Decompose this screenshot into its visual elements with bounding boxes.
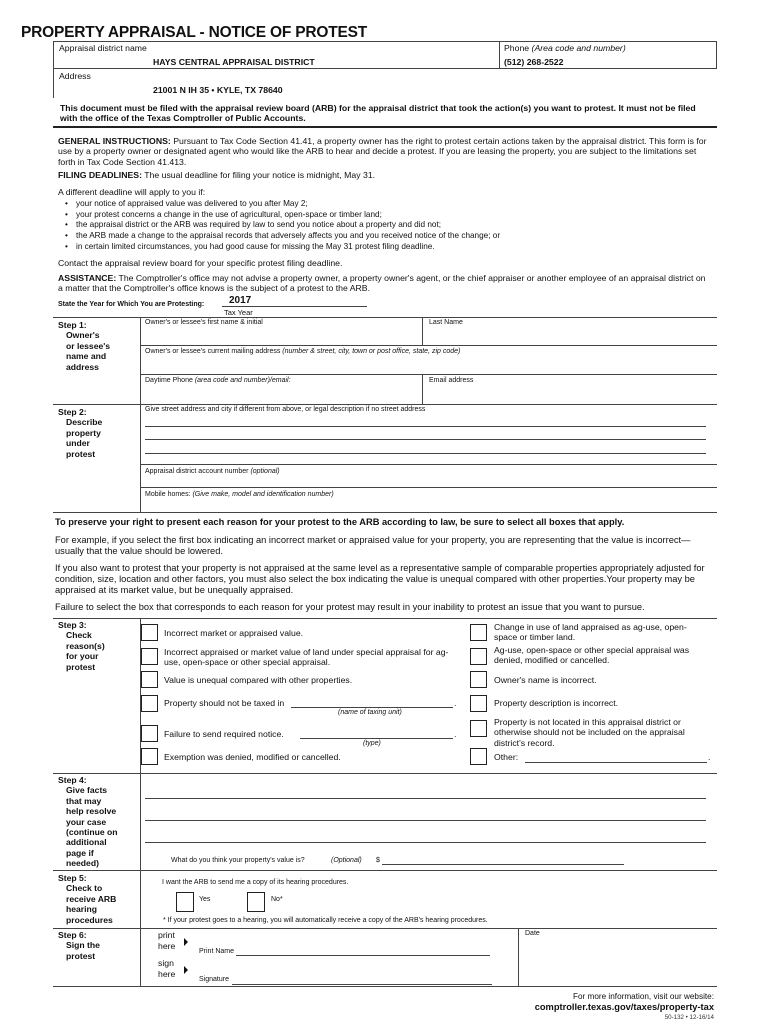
form-id: 50-132 • 12-16/14	[664, 1014, 714, 1021]
step2-label: Step 2: Describe property under protest	[58, 407, 103, 459]
property-value-question: What do you think your property's value is?	[171, 857, 305, 864]
print-name-label: Print Name	[199, 948, 235, 955]
procedures-no-label: No*	[271, 896, 283, 903]
daytime-phone-field[interactable]: Daytime Phone (area code and number)/email:	[145, 377, 291, 384]
other-reason-label: Other:	[494, 752, 519, 762]
district-name-label: Appraisal district name	[59, 43, 147, 53]
step5-top-rule	[53, 870, 717, 871]
preserve-example: For example, if you select the first box indicating an incorrect market or appraised value for your property, you are representing that the value is incorrect—usually that the value should be lowered.	[55, 535, 691, 557]
signature-line[interactable]	[232, 984, 492, 985]
exemption-denied-label: Exemption was denied, modified or cancelled.	[164, 752, 341, 762]
district-name-value[interactable]: HAYS CENTRAL APPRAISAL DISTRICT	[153, 57, 315, 67]
facts-line-2[interactable]	[145, 820, 706, 821]
exemption-denied-checkbox[interactable]	[141, 748, 158, 765]
notice-rule	[53, 126, 717, 128]
taxing-unit-period: .	[454, 698, 457, 708]
incorrect-value-checkbox[interactable]	[141, 624, 158, 641]
step1-row-rule-b	[140, 374, 717, 375]
filing-notice: This document must be filed with the appraisal review board (ARB) for the appraisal district that took the action(s) you want to protest. It must not be filed with the office of the Texas Comptroller of Public Accounts.	[60, 103, 696, 124]
dollar-sign: $	[376, 857, 380, 864]
list-item: • your notice of appraised value was delivered to you after May 2;	[58, 199, 708, 210]
change-in-use-label: Change in use of land appraised as ag-use, open-space or timber land.	[494, 622, 687, 643]
special-appraisal-value-checkbox[interactable]	[141, 648, 158, 665]
owner-name-checkbox[interactable]	[470, 671, 487, 688]
change-in-use-checkbox[interactable]	[470, 624, 487, 641]
signature-label: Signature	[199, 976, 229, 983]
facts-line-1[interactable]	[145, 798, 706, 799]
step2-top-rule	[53, 404, 717, 405]
last-name-field[interactable]: Last Name	[429, 319, 463, 326]
street-line-1	[145, 426, 706, 427]
list-item: • the appraisal district or the ARB was required by law to send you notice about a property and did not;	[58, 220, 708, 231]
deadline-list	[58, 199, 708, 253]
street-address-field[interactable]: Give street address and city if different from above, or legal description if no street address	[145, 406, 426, 413]
footer-info: For more information, visit our website:	[572, 992, 714, 1001]
header-top-rule	[53, 41, 717, 42]
preserve-failure: Failure to select the box that corresponds to each reason for your protest may result in your inability to protest an issue that you want to pursue.	[55, 602, 645, 612]
step1-mid-rule-b	[422, 374, 423, 404]
notice-type-period: .	[454, 729, 457, 739]
tax-year-label: State the Year for Which You are Protesting:	[58, 301, 205, 308]
step4-label: Step 4: Give facts that may help resolve your case (continue on additional page if needed)	[58, 775, 118, 869]
header-right-edge	[716, 41, 717, 68]
mailing-address-field[interactable]: Owner's or lessee's current mailing address (number & street, city, town or post office, state, zip code)	[145, 348, 461, 355]
step1-label: Step 1: Owner's or lessee's name and address	[58, 320, 111, 372]
step6-bottom-rule	[53, 986, 717, 987]
step1-left-rule	[140, 317, 141, 404]
form-title: PROPERTY APPRAISAL - NOTICE OF PROTEST	[21, 24, 368, 41]
other-reason-period: .	[708, 752, 711, 762]
procedures-yes-label: Yes	[199, 896, 211, 903]
not-taxed-checkbox[interactable]	[141, 695, 158, 712]
taxing-unit-line[interactable]	[291, 707, 453, 708]
step5-left-rule	[140, 870, 141, 928]
date-field[interactable]: Date	[525, 930, 540, 937]
step2-left-rule	[140, 404, 141, 512]
step1-mid-rule-a	[422, 317, 423, 345]
procedures-request: I want the ARB to send me a copy of its hearing procedures.	[162, 879, 349, 886]
step2-bottom-rule	[53, 512, 717, 513]
property-value-line[interactable]	[382, 864, 624, 865]
tax-year-line	[222, 306, 367, 307]
step6-left-rule	[140, 928, 141, 986]
tax-year-caption: Tax Year	[224, 308, 253, 317]
first-name-field[interactable]: Owner's or lessee's first name & initial	[145, 319, 263, 326]
other-reason-checkbox[interactable]	[470, 748, 487, 765]
not-in-district-label: Property is not located in this appraisal district or otherwise should not be included on the appraisal district's record.	[494, 717, 685, 748]
preserve-heading: To preserve your right to present each reason for your protest to the ARB according to law, be sure to select all boxes that apply.	[55, 517, 625, 527]
assistance-text: ASSISTANCE: The Comptroller's office may not advise a property owner, a property owner's agent, or the chief appraiser or another employee of an appraisal district on a matter that the Comptroller's office knows is the subject of a protest to the ARB.	[58, 273, 706, 294]
street-line-3	[145, 453, 706, 454]
account-number-field[interactable]: Appraisal district account number (optional)	[145, 468, 280, 475]
failure-notice-label: Failure to send required notice.	[164, 729, 284, 739]
step4-left-rule	[140, 773, 141, 870]
print-arrow-icon	[184, 938, 188, 946]
step6-label: Step 6: Sign the protest	[58, 930, 100, 961]
facts-line-3[interactable]	[145, 842, 706, 843]
property-value-optional: (Optional)	[331, 857, 362, 864]
step4-top-rule	[53, 773, 717, 774]
unequal-value-checkbox[interactable]	[141, 671, 158, 688]
step1-top-rule	[53, 317, 717, 318]
preserve-unequal: If you also want to protest that your property is not appraised at the same level as a representative sample of comparable properties appropriately adjusted for condition, size, location and other factors, you must also select the box indicating the value is unequal compared with other properties.Your property may be appraised at its market value, but be unequally appraised.	[55, 563, 705, 596]
header-left-edge	[53, 41, 54, 98]
special-appraisal-value-label: Incorrect appraised or market value of land under special appraisal for ag-use, open-space or other special appraisal.	[164, 647, 449, 668]
failure-notice-checkbox[interactable]	[141, 725, 158, 742]
district-phone-value[interactable]: (512) 268-2522	[504, 57, 564, 67]
general-instructions: GENERAL INSTRUCTIONS: Pursuant to Tax Code Section 41.41, a property owner has the right to protest certain actions taken by the appraisal district. This form is for use by a property owner or designated agent who would like the ARB to hear and decide a protest. If you are leasing the property, you are subject to the limitations set forth in Tax Code Section 41.413.	[58, 136, 707, 167]
not-in-district-checkbox[interactable]	[470, 720, 487, 737]
owner-name-label: Owner's name is incorrect.	[494, 675, 597, 685]
footer-url[interactable]: comptroller.texas.gov/taxes/property-tax	[534, 1002, 714, 1012]
notice-type-caption: (type)	[363, 740, 381, 747]
property-description-label: Property description is incorrect.	[494, 698, 619, 708]
district-address-value[interactable]: 21001 N IH 35 • KYLE, TX 78640	[153, 85, 283, 95]
street-line-2	[145, 439, 706, 440]
other-reason-line[interactable]	[525, 762, 707, 763]
contact-arb: Contact the appraisal review board for your specific protest filing deadline.	[58, 258, 343, 268]
list-item: • the ARB made a change to the appraisal records that adversely affects you and you received notice of the change; or	[58, 231, 708, 242]
step1-row-rule-a	[140, 345, 717, 346]
header-mid-rule	[53, 68, 717, 69]
tax-year-value[interactable]: 2017	[229, 295, 252, 306]
district-address-label: Address	[59, 71, 91, 81]
list-item: • your protest concerns a change in the use of agricultural, open-space or timber land;	[58, 210, 708, 221]
filing-deadlines: FILING DEADLINES: The usual deadline for filing your notice is midnight, May 31.	[58, 170, 376, 180]
sign-here-label: sign here	[158, 958, 176, 979]
email-field[interactable]: Email address	[429, 377, 474, 384]
incorrect-value-label: Incorrect market or appraised value.	[164, 628, 304, 638]
step6-date-divider	[518, 928, 519, 986]
sign-arrow-icon	[184, 966, 188, 974]
special-appraisal-denied-checkbox[interactable]	[470, 648, 487, 665]
special-appraisal-denied-label: Ag-use, open-space or other special appraisal was denied, modified or cancelled.	[494, 645, 690, 666]
step2-row-rule-b	[140, 487, 717, 488]
taxing-unit-caption: (name of taxing unit)	[338, 709, 402, 716]
notice-type-line[interactable]	[300, 738, 453, 739]
deadline-intro: A different deadline will apply to you if:	[58, 187, 206, 197]
step3-label: Step 3: Check reason(s) for your protest	[58, 620, 105, 672]
unequal-value-label: Value is unequal compared with other properties.	[164, 675, 353, 685]
print-name-line[interactable]	[236, 955, 490, 956]
list-item: • in certain limited circumstances, you had good cause for missing the May 31 protest filing deadline.	[58, 242, 708, 253]
step3-top-rule	[53, 618, 717, 619]
step2-row-rule-a	[140, 464, 717, 465]
header-divider	[499, 41, 500, 68]
procedures-note: * If your protest goes to a hearing, you will automatically receive a copy of the ARB's hearing procedures.	[163, 917, 488, 924]
procedures-yes-checkbox[interactable]	[176, 892, 194, 912]
not-taxed-label: Property should not be taxed in	[164, 698, 285, 708]
district-phone-label: Phone (Area code and number)	[504, 43, 626, 53]
property-description-checkbox[interactable]	[470, 695, 487, 712]
step6-top-rule	[53, 928, 717, 929]
mobile-home-field[interactable]: Mobile homes: (Give make, model and identification number)	[145, 491, 334, 498]
procedures-no-checkbox[interactable]	[247, 892, 265, 912]
step5-label: Step 5: Check to receive ARB hearing procedures	[58, 873, 117, 925]
print-here-label: print here	[158, 930, 176, 951]
